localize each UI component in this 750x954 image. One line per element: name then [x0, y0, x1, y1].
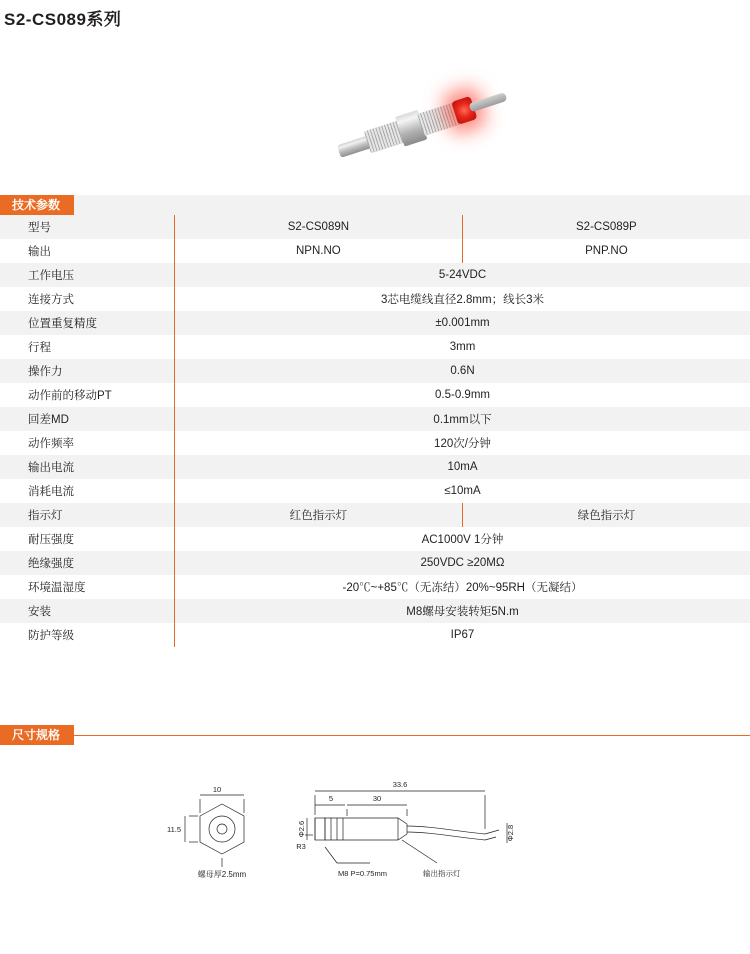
dimension-section-header — [0, 725, 750, 745]
row-value: 250VDC ≥20MΩ — [175, 551, 750, 575]
row-value-right: S2-CS089P — [462, 215, 750, 239]
row-value: 0.5-0.9mm — [175, 383, 750, 407]
row-value-right: PNP.NO — [462, 239, 750, 263]
row-value: 120次/分钟 — [175, 431, 750, 455]
front-view-hex — [200, 804, 244, 854]
spec-section-tag: 技术参数 — [0, 195, 74, 215]
row-value-left: 红色指示灯 — [175, 503, 463, 527]
row-value: 3芯电缆线直径2.8mm；线长3米 — [175, 287, 750, 311]
row-value-left: NPN.NO — [175, 239, 463, 263]
row-label: 工作电压 — [0, 263, 175, 287]
sensor-cable — [468, 92, 507, 112]
row-label: 环境温湿度 — [0, 575, 175, 599]
spec-section-header — [0, 195, 750, 215]
row-label: 动作频率 — [0, 431, 175, 455]
row-label: 防护等级 — [0, 623, 175, 647]
table-row — [0, 575, 750, 599]
row-label: 输出 — [0, 239, 175, 263]
table-row — [0, 263, 750, 287]
spec-section-rule — [74, 195, 750, 215]
dim-thread-spec: M8 P=0.75mm — [338, 869, 387, 878]
dim-total-length: 33.6 — [392, 780, 408, 789]
row-label: 型号 — [0, 215, 175, 239]
dimension-section-tag: 尺寸规格 — [0, 725, 74, 745]
table-row — [0, 479, 750, 503]
table-row — [0, 215, 750, 239]
dim-radius: R3 — [296, 842, 306, 851]
dimension-drawing — [0, 763, 750, 913]
dim-nut-note: 螺母厚2.5mm — [197, 870, 247, 879]
row-value: -20℃~+85℃（无冻结）20%~95RH（无凝结） — [175, 575, 750, 599]
table-row — [0, 383, 750, 407]
row-value-left: S2-CS089N — [175, 215, 463, 239]
row-label: 消耗电流 — [0, 479, 175, 503]
row-label: 操作力 — [0, 359, 175, 383]
table-row — [0, 359, 750, 383]
spec-table-body — [0, 215, 750, 647]
row-value-right: 绿色指示灯 — [462, 503, 750, 527]
front-view-outer-circle — [209, 816, 235, 842]
dimension-svg — [155, 763, 595, 913]
row-value: 5-24VDC — [175, 263, 750, 287]
row-label: 行程 — [0, 335, 175, 359]
table-row — [0, 599, 750, 623]
dim-dia-body: Φ2.6 — [297, 820, 306, 838]
row-value: 0.1mm以下 — [175, 407, 750, 431]
row-value: M8螺母安装转矩5N.m — [175, 599, 750, 623]
product-photo — [0, 30, 750, 195]
row-label: 绝缘强度 — [0, 551, 175, 575]
table-row — [0, 527, 750, 551]
row-label: 动作前的移动PT — [0, 383, 175, 407]
spec-table — [0, 215, 750, 647]
table-row — [0, 551, 750, 575]
dim-thread-length: 5 — [328, 794, 334, 803]
row-label: 安装 — [0, 599, 175, 623]
dim-body-length: 30 — [372, 794, 382, 803]
row-value: 0.6N — [175, 359, 750, 383]
row-value: IP67 — [175, 623, 750, 647]
table-row — [0, 455, 750, 479]
row-label: 耐压强度 — [0, 527, 175, 551]
table-row — [0, 287, 750, 311]
dim-front-width: 10 — [212, 785, 222, 794]
sensor-illustration — [331, 74, 511, 184]
table-row — [0, 431, 750, 455]
table-row — [0, 239, 750, 263]
row-label: 指示灯 — [0, 503, 175, 527]
dim-front-height: 11.5 — [166, 825, 181, 834]
table-row — [0, 623, 750, 647]
row-value: AC1000V 1分钟 — [175, 527, 750, 551]
table-row — [0, 407, 750, 431]
row-value: 3mm — [175, 335, 750, 359]
front-view-inner-circle — [217, 824, 227, 834]
dimension-section-rule — [74, 735, 750, 736]
row-value: 10mA — [175, 455, 750, 479]
dim-dia-cable: Φ2.8 — [506, 824, 515, 842]
row-label: 输出电流 — [0, 455, 175, 479]
dim-led-note: 输出指示灯 — [423, 869, 461, 878]
table-row — [0, 335, 750, 359]
row-value: ≤10mA — [175, 479, 750, 503]
page-title: S2-CS089系列 — [4, 10, 122, 29]
table-row — [0, 503, 750, 527]
row-label: 位置重复精度 — [0, 311, 175, 335]
row-label: 连接方式 — [0, 287, 175, 311]
table-row — [0, 311, 750, 335]
row-label: 回差MD — [0, 407, 175, 431]
row-value: ±0.001mm — [175, 311, 750, 335]
